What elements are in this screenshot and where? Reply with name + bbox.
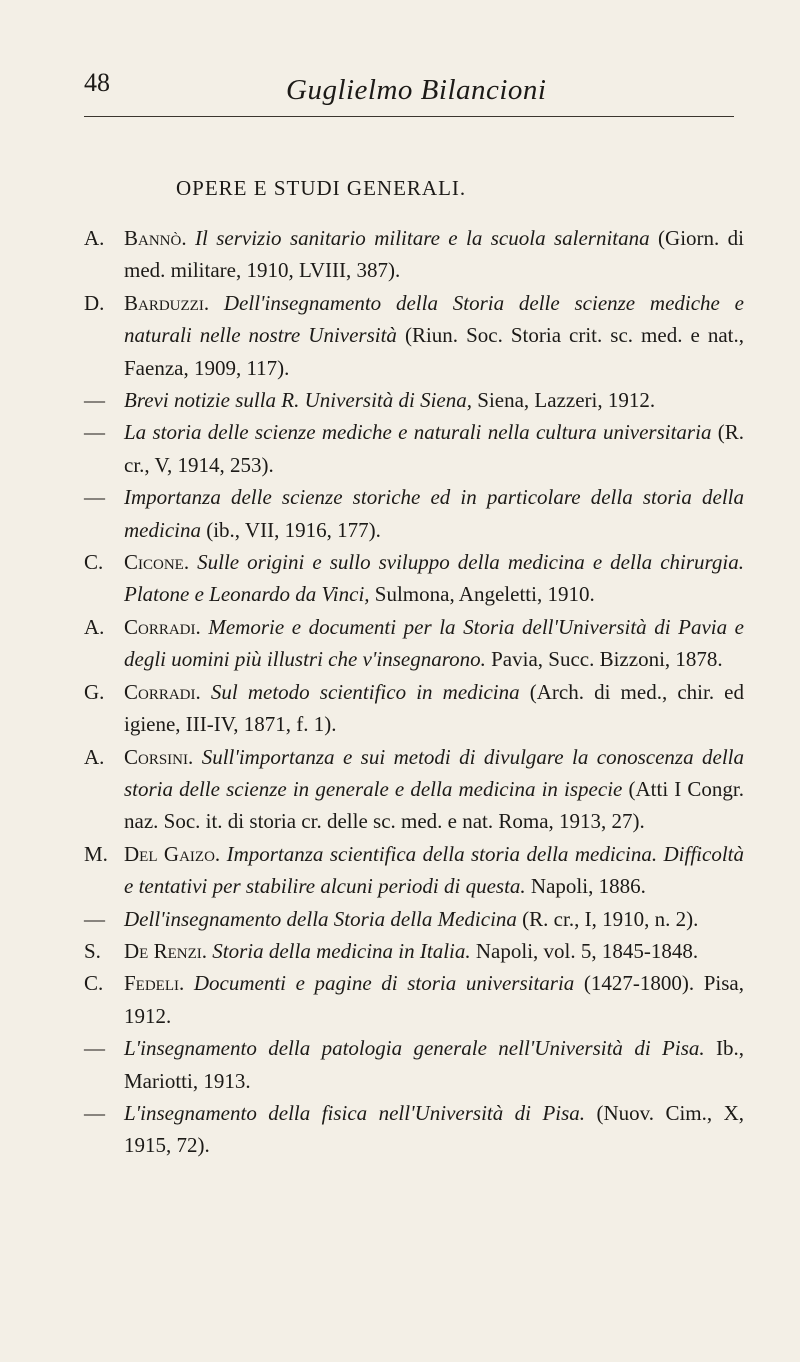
entry-marker: — xyxy=(84,1100,105,1125)
entry-marker: C. xyxy=(84,971,104,996)
entry-marker: — xyxy=(84,1036,105,1061)
entry-author: De Renzi. xyxy=(124,938,207,963)
entry-details: (R. cr., I, 1910, n. 2). xyxy=(522,906,699,931)
bibliography-entry xyxy=(84,1032,744,1097)
bibliography-entry xyxy=(84,416,744,481)
entry-title: Importanza delle scienze storiche ed in particolare della storia della medicina xyxy=(124,485,744,542)
entry-title: Storia della medicina in Italia. xyxy=(212,938,471,963)
entry-author: Del Gaizo. xyxy=(124,841,221,866)
entry-marker: M. xyxy=(84,841,108,866)
entry-details: Ib., Mariotti, 1913. xyxy=(124,1036,745,1093)
entry-details: Napoli, 1886. xyxy=(530,874,646,899)
entry-title: L'insegnamento della fisica nell'Università di Pisa. xyxy=(124,1100,586,1125)
entry-title: Dell'insegnamento della Storia della Medicina xyxy=(124,906,517,931)
entry-details: (Nuov. Cim., X, 1915, 72). xyxy=(124,1100,744,1158)
entry-marker: A. xyxy=(84,226,105,250)
entry-details: (Giorn. di med. militare, 1910, LVIII, 387). xyxy=(124,226,745,283)
entry-author: Corradi. xyxy=(124,679,201,704)
entry-author: Bannò. xyxy=(124,226,187,250)
bibliography-entry xyxy=(84,903,744,935)
entry-details: Sulmona, Angeletti, 1910. xyxy=(374,582,595,607)
bibliography-entry xyxy=(84,1097,744,1162)
bibliography-entry xyxy=(84,287,744,384)
bibliography-list xyxy=(84,222,744,1162)
bibliography-entry xyxy=(84,676,744,741)
entry-marker: — xyxy=(84,485,105,510)
entry-author: Cicone. xyxy=(124,550,190,575)
entry-details: Siena, Lazzeri, 1912. xyxy=(477,388,656,413)
entry-marker: C. xyxy=(84,550,104,575)
entry-marker: A. xyxy=(84,614,105,639)
entry-marker: D. xyxy=(84,290,105,315)
entry-title: Sul metodo scientifico in medicina xyxy=(210,679,520,704)
entry-title: Dell'insegnamento della Storia delle scienze mediche e naturali nelle nostre Università xyxy=(124,290,744,348)
bibliography-entry xyxy=(84,967,744,1032)
entry-details: (ib., VII, 1916, 177). xyxy=(206,517,381,542)
entry-author: Fedeli. xyxy=(124,971,185,996)
entry-title: Sulle origini e sullo sviluppo della medicina e della chirurgia. Platone e Leonardo da Vinci, xyxy=(124,550,745,607)
bibliography-entry xyxy=(84,611,744,676)
entry-author: Corradi. xyxy=(124,614,201,639)
entry-marker: — xyxy=(84,388,105,413)
entry-marker: G. xyxy=(84,679,105,704)
entry-title: Sull'importanza e sui metodi di divulgare la conoscenza della storia delle scienze in generale e della medicina in ispecie xyxy=(124,744,744,801)
bibliography-entry xyxy=(84,384,744,416)
entry-details: (Atti I Congr. naz. Soc. it. di storia cr. delle sc. med. e nat. Roma, 1913, 27). xyxy=(124,776,745,834)
entry-details: (Arch. di med., chir. ed igiene, III-IV, 1871, f. 1). xyxy=(124,679,745,737)
entry-marker: — xyxy=(84,420,105,445)
entry-details: (1427-1800). Pisa, 1912. xyxy=(124,971,745,1028)
entry-details: (R. cr., V, 1914, 253). xyxy=(124,420,745,477)
header-rule xyxy=(84,116,734,117)
entry-details: Pavia, Succ. Bizzoni, 1878. xyxy=(491,647,723,672)
entry-marker: S. xyxy=(84,938,101,963)
entry-details: (Riun. Soc. Storia crit. sc. med. e nat., Faenza, 1909, 117). xyxy=(124,323,744,380)
entry-details: Napoli, vol. 5, 1845-1848. xyxy=(475,938,699,963)
running-head: Guglielmo Bilancioni xyxy=(286,74,547,106)
entry-title: Il servizio sanitario militare e la scuola salernitana xyxy=(195,226,650,250)
bibliography-entry xyxy=(84,481,744,546)
bibliography-entry xyxy=(84,222,744,287)
entry-title: L'insegnamento della patologia generale nell'Università di Pisa. xyxy=(124,1036,705,1061)
entry-title: Brevi notizie sulla R. Università di Siena, xyxy=(124,388,473,413)
bibliography-entry xyxy=(84,935,744,967)
bibliography-entry xyxy=(84,741,744,838)
entry-title: Importanza scientifica della storia della medicina. Difficoltà e tentativi per stabilire alcuni periodi di questa. xyxy=(124,841,745,899)
entry-marker: A. xyxy=(84,744,105,769)
section-title: OPERE E STUDI GENERALI. xyxy=(176,176,467,200)
bibliography-entry xyxy=(84,546,744,611)
entry-author: Barduzzi. xyxy=(124,290,210,315)
bibliography-entry xyxy=(84,838,744,903)
page-number: 48 xyxy=(84,68,110,97)
entry-title: La storia delle scienze mediche e naturali nella cultura universitaria xyxy=(124,420,712,445)
entry-title: Documenti e pagine di storia universitaria xyxy=(193,971,575,996)
entry-marker: — xyxy=(84,906,105,931)
entry-author: Corsini. xyxy=(124,744,194,769)
entry-title: Memorie e documenti per la Storia dell'Università di Pavia e degli uomini più illustri che v'insegnarono. xyxy=(124,614,744,672)
